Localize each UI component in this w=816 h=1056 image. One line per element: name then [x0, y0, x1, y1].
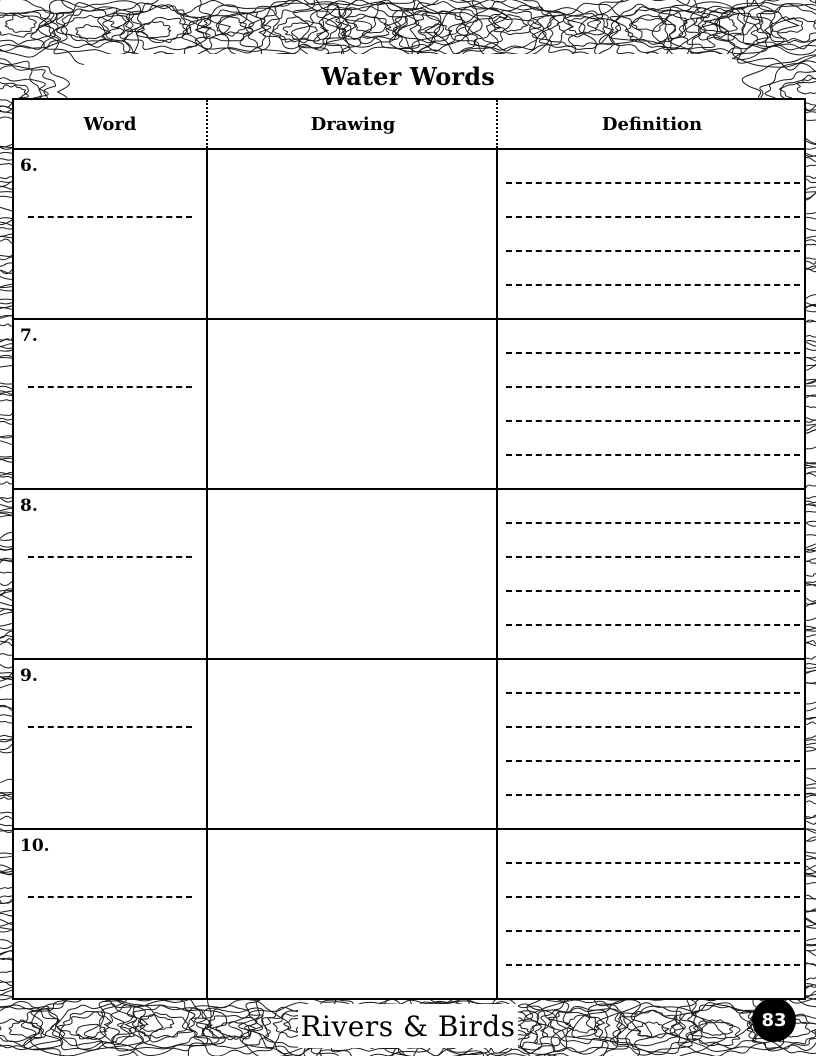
contour-line: [393, 11, 483, 51]
table-row: [14, 150, 804, 320]
drawing-box[interactable]: [206, 660, 496, 828]
page-title: Water Words: [321, 61, 495, 91]
definition-writing-line[interactable]: [506, 182, 800, 184]
definition-writing-line[interactable]: [506, 624, 800, 626]
definition-cell: [496, 320, 804, 488]
contour-cluster: [362, 0, 512, 62]
word-cell: [14, 490, 206, 658]
definition-writing-line[interactable]: [506, 590, 800, 592]
table-row: [14, 660, 804, 830]
row-number: 8.: [20, 496, 38, 516]
title-band: [84, 54, 732, 98]
word-writing-line[interactable]: [28, 386, 192, 388]
word-writing-line[interactable]: [28, 216, 192, 218]
definition-cell: [496, 660, 804, 828]
table-row: [14, 320, 804, 490]
contour-line: [283, 23, 317, 39]
contour-line: [5, 15, 36, 32]
drawing-box[interactable]: [206, 150, 496, 318]
definition-cell: [496, 150, 804, 318]
definition-writing-line[interactable]: [506, 216, 800, 218]
definition-writing-line[interactable]: [506, 692, 800, 694]
definition-cell: [496, 490, 804, 658]
row-number: 9.: [20, 666, 38, 686]
word-writing-line[interactable]: [28, 896, 192, 898]
definition-writing-line[interactable]: [506, 386, 800, 388]
book-title: Rivers & Birds: [300, 1009, 516, 1043]
definition-writing-line[interactable]: [506, 726, 800, 728]
contour-line: [0, 0, 64, 49]
definition-writing-line[interactable]: [506, 896, 800, 898]
table-row: [14, 830, 804, 1000]
word-writing-line[interactable]: [28, 726, 192, 728]
definition-writing-line[interactable]: [506, 284, 800, 286]
contour-line: [494, 15, 528, 32]
drawing-box[interactable]: [206, 830, 496, 1000]
column-header-drawing: Drawing: [206, 100, 498, 148]
word-cell: [14, 830, 206, 1000]
contour-line: [0, 1019, 44, 1045]
book-title-footer: [298, 1004, 518, 1048]
table-row: [14, 490, 804, 660]
word-cell: [14, 320, 206, 488]
word-cell: [14, 660, 206, 828]
definition-writing-line[interactable]: [506, 454, 800, 456]
word-writing-line[interactable]: [28, 556, 192, 558]
definition-writing-line[interactable]: [506, 930, 800, 932]
table-header-row: [14, 100, 804, 150]
contour-line: [632, 15, 666, 31]
drawing-box[interactable]: [206, 490, 496, 658]
definition-writing-line[interactable]: [506, 794, 800, 796]
contour-line: [755, 6, 816, 42]
contour-line: [102, 3, 211, 58]
definition-writing-line[interactable]: [506, 760, 800, 762]
drawing-box[interactable]: [206, 320, 496, 488]
column-header-definition: Definition: [496, 100, 806, 148]
definition-writing-line[interactable]: [506, 250, 800, 252]
page-number-badge: [752, 998, 796, 1042]
definition-writing-line[interactable]: [506, 964, 800, 966]
row-number: 10.: [20, 836, 50, 856]
definition-writing-line[interactable]: [506, 556, 800, 558]
row-number: 7.: [20, 326, 38, 346]
contour-cluster: [182, 999, 290, 1056]
word-cell: [14, 150, 206, 318]
definition-writing-line[interactable]: [506, 420, 800, 422]
definition-cell: [496, 830, 804, 1000]
column-header-word: Word: [83, 113, 137, 135]
definition-writing-line[interactable]: [506, 522, 800, 524]
definition-writing-line[interactable]: [506, 352, 800, 354]
contour-cluster: [0, 0, 74, 57]
definition-writing-line[interactable]: [506, 862, 800, 864]
vocabulary-table: [12, 98, 806, 1000]
row-number: 6.: [20, 156, 38, 176]
page-number: 83: [761, 1009, 787, 1031]
